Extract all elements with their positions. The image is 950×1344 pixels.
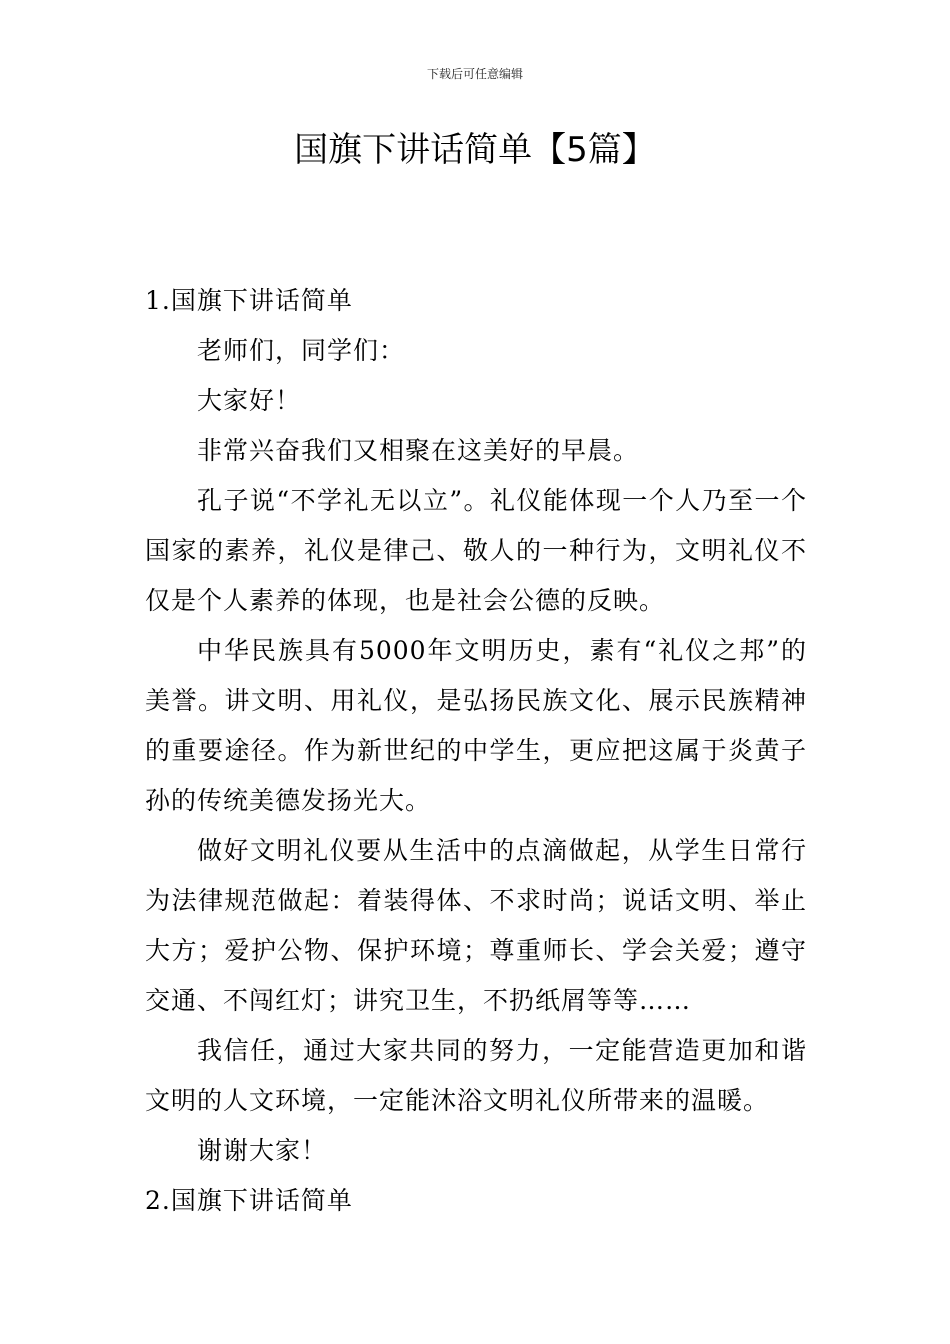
paragraph-belief: 我信任，通过大家共同的努力，一定能营造更加和谐文明的人文环境，一定能沐浴文明礼仪所带来的温暖。: [145, 1036, 807, 1115]
section-heading-2: 2.国旗下讲话简单: [145, 1186, 353, 1215]
document-body: [145, 276, 807, 1226]
paragraph-confucius: 孔子说“不学礼无以立”。礼仪能体现一个人乃至一个国家的素养，礼仪是律己、敬人的一种行为，文明礼仪不仅是个人素养的体现，也是社会公德的反映。: [145, 486, 807, 615]
section-heading-1: 1.国旗下讲话简单: [145, 286, 353, 315]
document-title: 国旗下讲话简单【5篇】: [294, 130, 656, 170]
paragraph-morning: 非常兴奋我们又相聚在这美好的早晨。: [197, 436, 640, 465]
paragraph-thanks: 谢谢大家！: [197, 1136, 328, 1165]
paragraph-etiquette: 做好文明礼仪要从生活中的点滴做起，从学生日常行为法律规范做起：着装得体、不求时尚；说话文明、举止大方；爱护公物、保护环境；尊重师长、学会关爱；遵守交通、不闯红灯；讲究卫生，不扔纸屑等等……: [145, 836, 807, 1015]
paragraph-history: 中华民族具有5000年文明历史，素有“礼仪之邦”的美誉。讲文明、用礼仪，是弘扬民族文化、展示民族精神的重要途径。作为新世纪的中学生，更应把这属于炎黄子孙的传统美德发扬光大。: [145, 636, 807, 815]
paragraph-hello: 大家好！: [197, 386, 302, 415]
paragraph-greeting: 老师们，同学们：: [197, 336, 406, 365]
header-note: 下载后可任意编辑: [426, 67, 523, 81]
